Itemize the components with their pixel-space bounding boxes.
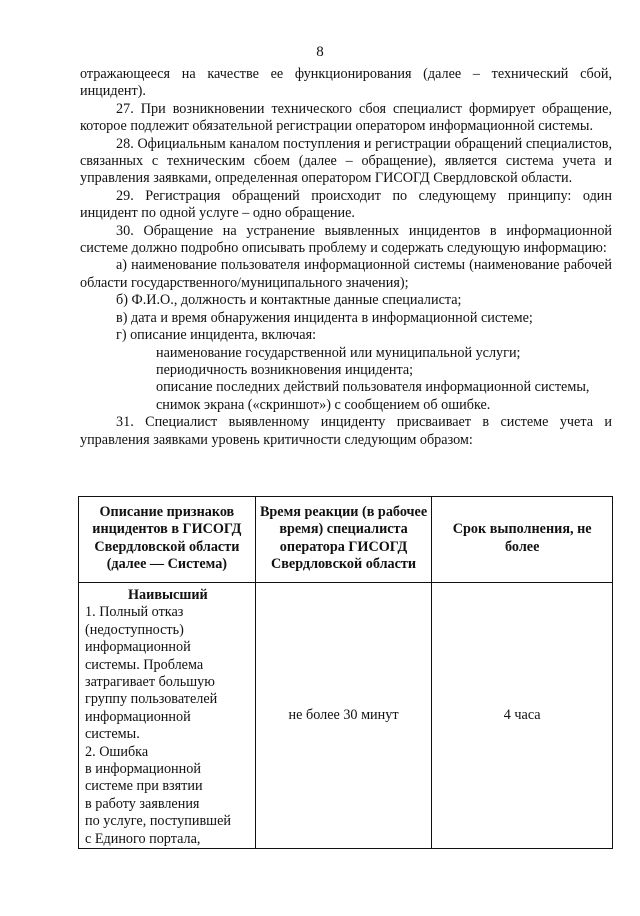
header-deadline: Срок выполнения, не более — [432, 497, 613, 583]
description-line: системы. — [85, 726, 140, 743]
sub-item-last-actions: описание последних действий пользователя информационной системы, снимок экрана («скриншот») с сообщением об ошибке. — [156, 379, 590, 413]
paragraph-29: 29. Регистрация обращений происходит по следующему принципу: один инцидент по одной услуге – одно обращение. — [80, 187, 612, 222]
list-item-a: а) наименование пользователя информационной системы (наименование рабочей области государственного/муниципального значения); — [80, 257, 612, 291]
deadline-cell: 4 часа — [432, 583, 613, 849]
paragraph-31: 31. Специалист выявленному инциденту присваивает в системе учета и управления заявками уровень критичности следующим образом: — [80, 414, 612, 448]
description-line: информационной — [85, 639, 191, 656]
paragraph-27: 27. При возникновении технического сбоя специалист формирует обращение, которое подлежит обязательной регистрации оператором информационной системы. — [80, 100, 612, 135]
incident-description-cell — [79, 583, 256, 849]
description-line: 1. Полный отказ — [85, 604, 184, 621]
header-reaction-time: Время реакции (в рабочее время) специалиста оператора ГИСОГД Свердловской области — [255, 497, 432, 583]
paragraph-30: 30. Обращение на устранение выявленных инцидентов в информационной системе должно подробно описывать проблему и содержать следующую информацию: — [80, 222, 612, 257]
sub-item-frequency: периодичность возникновения инцидента; — [156, 361, 414, 378]
description-line: (недоступность) — [85, 621, 184, 638]
description-line: в работу заявления — [85, 795, 200, 812]
description-line: 2. Ошибка — [85, 743, 149, 760]
paragraph: отражающееся на качестве ее функционирования (далее – технический сбой, инцидент). — [80, 66, 612, 100]
description-line: затрагивает большую — [85, 674, 215, 691]
description-line: информационной — [85, 708, 191, 725]
header-description: Описание признаков инцидентов в ГИСОГД Свердловской области (далее — Система) — [79, 497, 256, 583]
document-body — [80, 66, 612, 449]
description-line: по услуге, поступившей — [85, 813, 231, 830]
priority-label: Наивысший — [128, 587, 208, 603]
description-line: в информационной — [85, 761, 201, 778]
criticality-table — [78, 496, 613, 849]
description-line: с Единого портала, — [85, 830, 201, 847]
reaction-time-cell: не более 30 минут — [255, 583, 432, 849]
list-item-b: б) Ф.И.О., должность и контактные данные специалиста; — [116, 292, 462, 309]
description-line: системы. Проблема — [85, 656, 204, 673]
description-line: системе при взятии — [85, 778, 203, 795]
sub-item-service-name: наименование государственной или муниципальной услуги; — [156, 344, 521, 361]
table-row — [79, 583, 613, 849]
list-item-v: в) дата и время обнаружения инцидента в информационной системе; — [116, 309, 533, 326]
description-line: группу пользователей — [85, 691, 218, 708]
paragraph-28: 28. Официальным каналом поступления и регистрации обращений специалистов, связанных с техническим сбоем (далее – обращение), является система учета и управления заявками, определенная оператором ГИСОГД Свердловской области. — [80, 135, 612, 187]
page-number: 8 — [316, 44, 324, 60]
list-item-g: г) описание инцидента, включая: — [116, 327, 317, 344]
